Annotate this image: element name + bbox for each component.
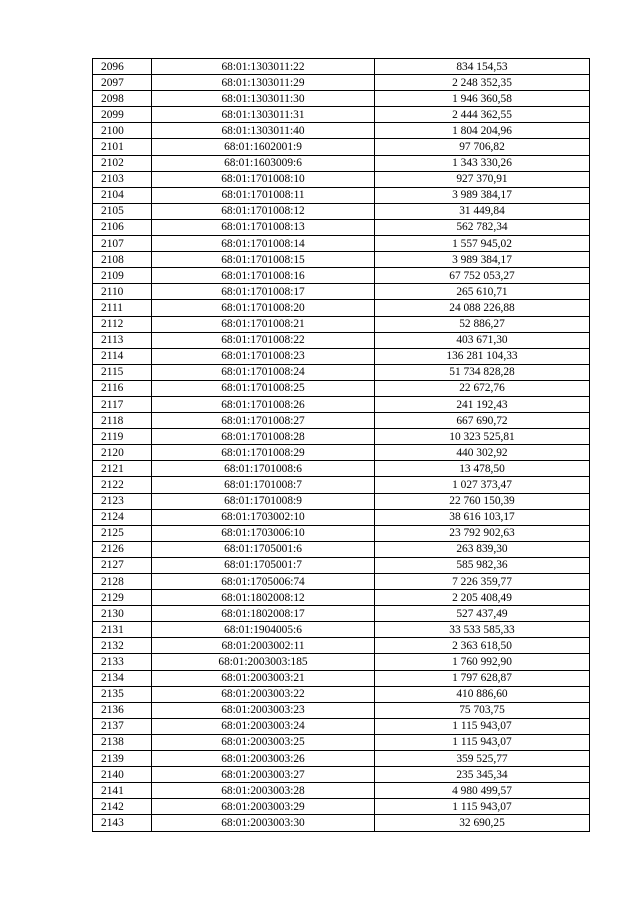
cadastral-value-cell: 263 839,30	[375, 541, 590, 557]
cadastral-number-cell: 68:01:1701008:23	[152, 348, 375, 364]
cadastral-value-cell: 2 205 408,49	[375, 590, 590, 606]
cadastral-value-cell: 527 437,49	[375, 606, 590, 622]
table-row	[93, 718, 590, 734]
row-number-cell: 2131	[93, 622, 152, 638]
cadastral-value-cell: 834 154,53	[375, 59, 590, 75]
row-number-cell: 2127	[93, 557, 152, 573]
table-row	[93, 380, 590, 396]
cadastral-value-cell: 359 525,77	[375, 751, 590, 767]
cadastral-number-cell: 68:01:1303011:29	[152, 75, 375, 91]
table-row	[93, 155, 590, 171]
cadastral-value-cell: 97 706,82	[375, 139, 590, 155]
cadastral-number-cell: 68:01:2003002:11	[152, 638, 375, 654]
row-number-cell: 2135	[93, 686, 152, 702]
cadastral-number-cell: 68:01:2003003:29	[152, 799, 375, 815]
table-row	[93, 91, 590, 107]
table-row	[93, 236, 590, 252]
table-row	[93, 574, 590, 590]
row-number-cell: 2114	[93, 348, 152, 364]
row-number-cell: 2108	[93, 252, 152, 268]
cadastral-number-cell: 68:01:1701008:7	[152, 477, 375, 493]
cadastral-number-cell: 68:01:1701008:28	[152, 429, 375, 445]
row-number-cell: 2139	[93, 751, 152, 767]
table-row	[93, 348, 590, 364]
table-row	[93, 316, 590, 332]
row-number-cell: 2101	[93, 139, 152, 155]
table-row	[93, 59, 590, 75]
row-number-cell: 2137	[93, 718, 152, 734]
cadastral-value-cell: 1 115 943,07	[375, 799, 590, 815]
table-body	[93, 59, 590, 832]
row-number-cell: 2125	[93, 525, 152, 541]
cadastral-number-cell: 68:01:2003003:30	[152, 815, 375, 831]
table-row	[93, 541, 590, 557]
cadastral-number-cell: 68:01:1701008:14	[152, 236, 375, 252]
cadastral-number-cell: 68:01:2003003:27	[152, 767, 375, 783]
cadastral-number-cell: 68:01:1701008:25	[152, 380, 375, 396]
row-number-cell: 2122	[93, 477, 152, 493]
table-row	[93, 686, 590, 702]
table-row	[93, 493, 590, 509]
row-number-cell: 2098	[93, 91, 152, 107]
table-row	[93, 75, 590, 91]
row-number-cell: 2123	[93, 493, 152, 509]
row-number-cell: 2142	[93, 799, 152, 815]
cadastral-value-cell: 410 886,60	[375, 686, 590, 702]
cadastral-number-cell: 68:01:2003003:21	[152, 670, 375, 686]
table-row	[93, 268, 590, 284]
row-number-cell: 2106	[93, 219, 152, 235]
table-row	[93, 396, 590, 412]
table-row	[93, 525, 590, 541]
cadastral-number-cell: 68:01:2003003:23	[152, 702, 375, 718]
table-row	[93, 123, 590, 139]
cadastral-number-cell: 68:01:2003003:185	[152, 654, 375, 670]
cadastral-value-cell: 22 760 150,39	[375, 493, 590, 509]
table-row	[93, 815, 590, 831]
cadastral-value-cell: 4 980 499,57	[375, 783, 590, 799]
row-number-cell: 2115	[93, 364, 152, 380]
cadastral-value-cell: 265 610,71	[375, 284, 590, 300]
table-row	[93, 799, 590, 815]
cadastral-value-cell: 235 345,34	[375, 767, 590, 783]
row-number-cell: 2134	[93, 670, 152, 686]
row-number-cell: 2112	[93, 316, 152, 332]
table-row	[93, 429, 590, 445]
cadastral-number-cell: 68:01:1701008:9	[152, 493, 375, 509]
table-row	[93, 332, 590, 348]
table-row	[93, 187, 590, 203]
cadastral-number-cell: 68:01:1701008:16	[152, 268, 375, 284]
cadastral-value-cell: 51 734 828,28	[375, 364, 590, 380]
table-row	[93, 219, 590, 235]
row-number-cell: 2109	[93, 268, 152, 284]
cadastral-number-cell: 68:01:1802008:12	[152, 590, 375, 606]
table-row	[93, 702, 590, 718]
cadastral-value-cell: 3 989 384,17	[375, 187, 590, 203]
cadastral-value-cell: 1 557 945,02	[375, 236, 590, 252]
row-number-cell: 2121	[93, 461, 152, 477]
cadastral-number-cell: 68:01:2003003:28	[152, 783, 375, 799]
cadastral-number-cell: 68:01:1603009:6	[152, 155, 375, 171]
cadastral-number-cell: 68:01:1701008:15	[152, 252, 375, 268]
row-number-cell: 2136	[93, 702, 152, 718]
cadastral-number-cell: 68:01:2003003:25	[152, 734, 375, 750]
table-row	[93, 670, 590, 686]
cadastral-value-cell: 2 248 352,35	[375, 75, 590, 91]
cadastral-value-cell: 24 088 226,88	[375, 300, 590, 316]
cadastral-value-cell: 927 370,91	[375, 171, 590, 187]
cadastral-number-cell: 68:01:1701008:6	[152, 461, 375, 477]
table-row	[93, 734, 590, 750]
row-number-cell: 2132	[93, 638, 152, 654]
row-number-cell: 2113	[93, 332, 152, 348]
row-number-cell: 2102	[93, 155, 152, 171]
cadastral-value-cell: 241 192,43	[375, 396, 590, 412]
cadastral-value-cell: 75 703,75	[375, 702, 590, 718]
cadastral-value-cell: 22 672,76	[375, 380, 590, 396]
cadastral-number-cell: 68:01:1703002:10	[152, 509, 375, 525]
row-number-cell: 2105	[93, 203, 152, 219]
table-row	[93, 461, 590, 477]
row-number-cell: 2104	[93, 187, 152, 203]
row-number-cell: 2116	[93, 380, 152, 396]
cadastral-value-cell: 31 449,84	[375, 203, 590, 219]
table-row	[93, 203, 590, 219]
cadastral-number-cell: 68:01:1701008:26	[152, 396, 375, 412]
row-number-cell: 2119	[93, 429, 152, 445]
cadastral-value-cell: 33 533 585,33	[375, 622, 590, 638]
row-number-cell: 2126	[93, 541, 152, 557]
table-row	[93, 445, 590, 461]
cadastral-number-cell: 68:01:1303011:22	[152, 59, 375, 75]
row-number-cell: 2124	[93, 509, 152, 525]
table-row	[93, 364, 590, 380]
cadastral-value-cell: 403 671,30	[375, 332, 590, 348]
table-row	[93, 477, 590, 493]
cadastral-number-cell: 68:01:2003003:22	[152, 686, 375, 702]
cadastral-number-cell: 68:01:1701008:27	[152, 413, 375, 429]
table-row	[93, 638, 590, 654]
cadastral-value-cell: 1 343 330,26	[375, 155, 590, 171]
cadastral-value-cell: 1 115 943,07	[375, 718, 590, 734]
cadastral-value-cell: 2 363 618,50	[375, 638, 590, 654]
cadastral-value-cell: 67 752 053,27	[375, 268, 590, 284]
cadastral-number-cell: 68:01:1602001:9	[152, 139, 375, 155]
cadastral-number-cell: 68:01:1705001:6	[152, 541, 375, 557]
row-number-cell: 2140	[93, 767, 152, 783]
table-row	[93, 300, 590, 316]
cadastral-value-cell: 52 886,27	[375, 316, 590, 332]
cadastral-number-cell: 68:01:1701008:22	[152, 332, 375, 348]
cadastral-number-cell: 68:01:1705001:7	[152, 557, 375, 573]
cadastral-number-cell: 68:01:1701008:12	[152, 203, 375, 219]
cadastral-value-cell: 440 302,92	[375, 445, 590, 461]
cadastral-number-cell: 68:01:1705006:74	[152, 574, 375, 590]
cadastral-number-cell: 68:01:1701008:17	[152, 284, 375, 300]
row-number-cell: 2138	[93, 734, 152, 750]
cadastral-number-cell: 68:01:1701008:29	[152, 445, 375, 461]
row-number-cell: 2099	[93, 107, 152, 123]
cadastral-value-cell: 1 760 992,90	[375, 654, 590, 670]
row-number-cell: 2111	[93, 300, 152, 316]
cadastral-value-cell: 3 989 384,17	[375, 252, 590, 268]
cadastral-value-cell: 667 690,72	[375, 413, 590, 429]
row-number-cell: 2097	[93, 75, 152, 91]
row-number-cell: 2129	[93, 590, 152, 606]
cadastral-number-cell: 68:01:1303011:40	[152, 123, 375, 139]
cadastral-number-cell: 68:01:1701008:21	[152, 316, 375, 332]
table-row	[93, 590, 590, 606]
table-row	[93, 606, 590, 622]
cadastral-value-cell: 1 797 628,87	[375, 670, 590, 686]
row-number-cell: 2107	[93, 236, 152, 252]
row-number-cell: 2117	[93, 396, 152, 412]
cadastral-value-cell: 13 478,50	[375, 461, 590, 477]
cadastral-number-cell: 68:01:1703006:10	[152, 525, 375, 541]
table-row	[93, 284, 590, 300]
cadastral-value-cell: 562 782,34	[375, 219, 590, 235]
table-row	[93, 751, 590, 767]
row-number-cell: 2096	[93, 59, 152, 75]
table-row	[93, 171, 590, 187]
cadastral-number-cell: 68:01:1701008:10	[152, 171, 375, 187]
row-number-cell: 2128	[93, 574, 152, 590]
row-number-cell: 2110	[93, 284, 152, 300]
cadastral-number-cell: 68:01:2003003:24	[152, 718, 375, 734]
cadastral-value-cell: 7 226 359,77	[375, 574, 590, 590]
table-row	[93, 107, 590, 123]
cadastral-value-table	[92, 58, 590, 832]
cadastral-value-cell: 2 444 362,55	[375, 107, 590, 123]
table-row	[93, 509, 590, 525]
row-number-cell: 2103	[93, 171, 152, 187]
cadastral-value-cell: 1 027 373,47	[375, 477, 590, 493]
table-row	[93, 783, 590, 799]
cadastral-number-cell: 68:01:1303011:31	[152, 107, 375, 123]
cadastral-value-cell: 10 323 525,81	[375, 429, 590, 445]
table-row	[93, 767, 590, 783]
cadastral-number-cell: 68:01:1701008:13	[152, 219, 375, 235]
cadastral-number-cell: 68:01:1802008:17	[152, 606, 375, 622]
table-row	[93, 622, 590, 638]
table-row	[93, 557, 590, 573]
row-number-cell: 2130	[93, 606, 152, 622]
table-row	[93, 139, 590, 155]
cadastral-value-cell: 1 946 360,58	[375, 91, 590, 107]
row-number-cell: 2120	[93, 445, 152, 461]
cadastral-number-cell: 68:01:2003003:26	[152, 751, 375, 767]
cadastral-value-cell: 585 982,36	[375, 557, 590, 573]
table-row	[93, 413, 590, 429]
cadastral-value-cell: 136 281 104,33	[375, 348, 590, 364]
cadastral-number-cell: 68:01:1701008:24	[152, 364, 375, 380]
cadastral-number-cell: 68:01:1701008:11	[152, 187, 375, 203]
row-number-cell: 2143	[93, 815, 152, 831]
cadastral-value-cell: 23 792 902,63	[375, 525, 590, 541]
table-row	[93, 654, 590, 670]
cadastral-number-cell: 68:01:1904005:6	[152, 622, 375, 638]
cadastral-number-cell: 68:01:1701008:20	[152, 300, 375, 316]
table-row	[93, 252, 590, 268]
cadastral-value-cell: 1 804 204,96	[375, 123, 590, 139]
row-number-cell: 2118	[93, 413, 152, 429]
row-number-cell: 2100	[93, 123, 152, 139]
cadastral-number-cell: 68:01:1303011:30	[152, 91, 375, 107]
cadastral-value-cell: 38 616 103,17	[375, 509, 590, 525]
row-number-cell: 2133	[93, 654, 152, 670]
row-number-cell: 2141	[93, 783, 152, 799]
cadastral-value-cell: 32 690,25	[375, 815, 590, 831]
cadastral-value-cell: 1 115 943,07	[375, 734, 590, 750]
